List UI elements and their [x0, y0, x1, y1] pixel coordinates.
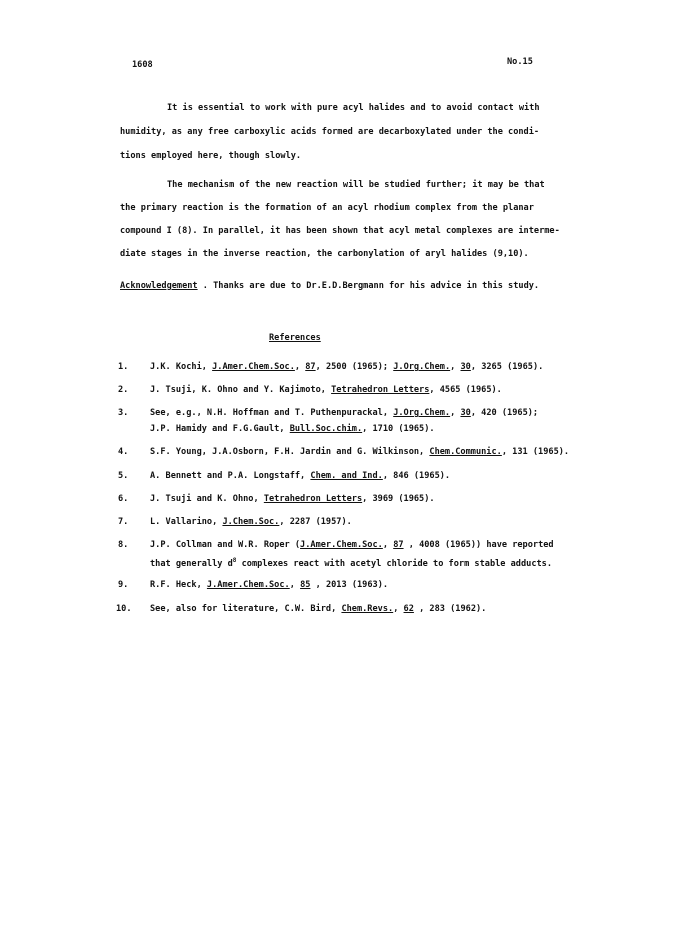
journal-name: J.Org.Chem.	[393, 408, 451, 418]
journal-name: Chem. and Ind.	[310, 471, 383, 481]
journal-name: Chem.Revs.	[341, 604, 394, 614]
reference-text: R.F. Heck, J.Amer.Chem.Soc., 85 , 2013 (1963).	[150, 580, 389, 590]
reference-text: J.P. Collman and W.R. Roper (J.Amer.Chem.Soc., 87 , 4008 (1965)) have reported	[150, 540, 554, 550]
reference-number: 3.	[118, 408, 129, 418]
paragraph-line: The mechanism of the new reaction will be studied further; it may be that	[167, 180, 545, 190]
volume: 85	[300, 580, 311, 590]
issue-number: No.15	[507, 57, 533, 67]
journal-name: Tetrahedron Letters	[263, 494, 363, 504]
journal-name: J.Org.Chem.	[393, 362, 451, 372]
paragraph-line: tions employed here, though slowly.	[120, 151, 302, 161]
reference-number: 10.	[116, 604, 132, 614]
volume: 87	[393, 540, 404, 550]
superscript: 8	[232, 557, 237, 564]
reference-number: 1.	[118, 362, 129, 372]
reference-text: L. Vallarino, J.Chem.Soc., 2287 (1957).	[150, 517, 352, 527]
reference-text: J.P. Hamidy and F.G.Gault, Bull.Soc.chim., 1710 (1965).	[150, 424, 435, 434]
reference-text: See, e.g., N.H. Hoffman and T. Puthenpurackal, J.Org.Chem., 30, 420 (1965);	[150, 408, 539, 418]
paragraph-line: It is essential to work with pure acyl halides and to avoid contact with	[167, 103, 540, 113]
journal-name: J.Chem.Soc.	[222, 517, 280, 527]
journal-name: Tetrahedron Letters	[331, 385, 430, 395]
reference-number: 5.	[118, 471, 129, 481]
acknowledgement	[120, 281, 539, 291]
reference-text: A. Bennett and P.A. Longstaff, Chem. and Ind., 846 (1965).	[150, 471, 451, 481]
reference-text: See, also for literature, C.W. Bird, Chem.Revs., 62 , 283 (1962).	[150, 604, 487, 614]
reference-text: J.K. Kochi, J.Amer.Chem.Soc., 87, 2500 (1965); J.Org.Chem., 30, 3265 (1965).	[150, 362, 544, 372]
reference-text: J. Tsuji and K. Ohno, Tetrahedron Letters, 3969 (1965).	[150, 494, 435, 504]
reference-number: 4.	[118, 447, 129, 457]
paragraph-line: diate stages in the inverse reaction, the carbonylation of aryl halides (9,10).	[120, 249, 529, 259]
journal-name: J.Amer.Chem.Soc.	[212, 362, 295, 372]
volume: 30	[460, 362, 471, 372]
acknowledgement-label: Acknowledgement	[120, 281, 198, 291]
reference-text: S.F. Young, J.A.Osborn, F.H. Jardin and G. Wilkinson, Chem.Communic., 131 (1965).	[150, 447, 570, 457]
reference-number: 8.	[118, 540, 129, 550]
acknowledgement-text: . Thanks are due to Dr.E.D.Bergmann for his advice in this study.	[197, 281, 540, 291]
references-heading: References	[269, 333, 321, 343]
reference-text: J. Tsuji, K. Ohno and Y. Kajimoto, Tetrahedron Letters, 4565 (1965).	[150, 385, 502, 395]
paragraph-line: compound I (8). In parallel, it has been shown that acyl metal complexes are interme-	[120, 226, 560, 236]
reference-number: 2.	[118, 385, 129, 395]
journal-name: Bull.Soc.chim.	[289, 424, 363, 434]
paragraph-line: the primary reaction is the formation of an acyl rhodium complex from the planar	[120, 203, 534, 213]
volume: 62	[403, 604, 414, 614]
journal-name: Chem.Communic.	[429, 447, 502, 457]
page-number: 1608	[132, 60, 153, 70]
reference-number: 7.	[118, 517, 129, 527]
volume: 30	[460, 408, 471, 418]
journal-name: J.Amer.Chem.Soc.	[300, 540, 383, 550]
volume: 87	[305, 362, 316, 372]
reference-number: 9.	[118, 580, 129, 590]
journal-name: J.Amer.Chem.Soc.	[206, 580, 290, 590]
reference-text: that generally $d^8$ complexes react with acetyl chloride to form stable adducts.	[150, 557, 553, 569]
paragraph-line: humidity, as any free carboxylic acids formed are decarboxylated under the condi-	[120, 127, 540, 137]
reference-number: 6.	[118, 494, 129, 504]
